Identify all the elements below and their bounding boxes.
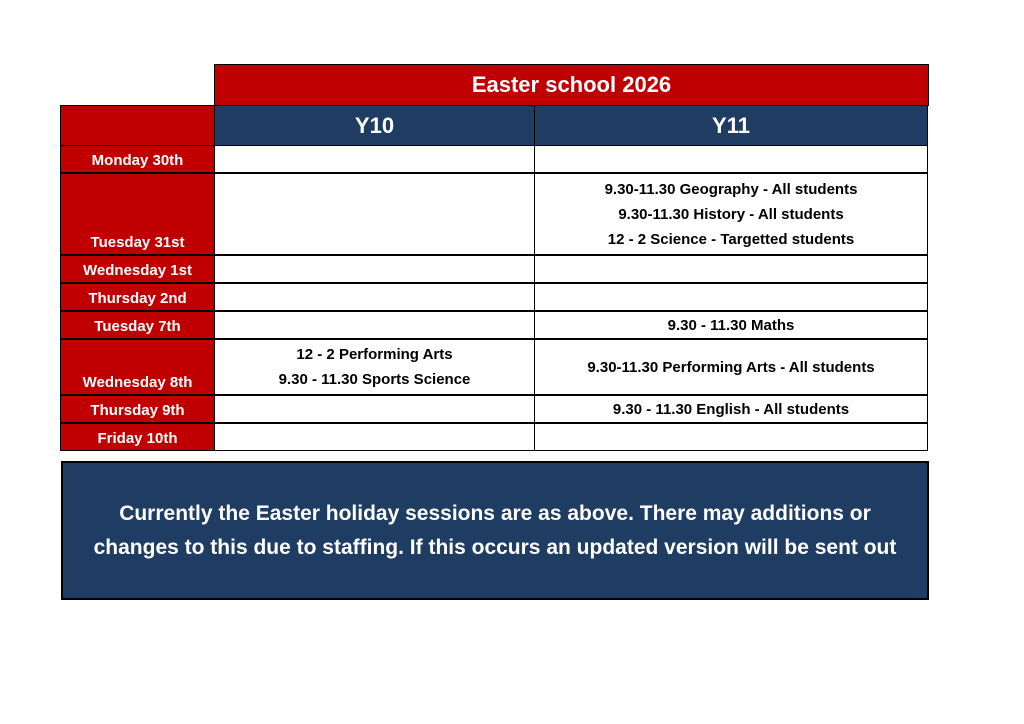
y11-cell — [534, 255, 928, 283]
session-text: 9.30-11.30 History - All students — [618, 205, 844, 223]
y10-cell — [214, 173, 535, 255]
table-row — [61, 256, 929, 284]
y10-cell — [214, 255, 535, 283]
y11-cell — [534, 283, 928, 311]
table-row — [61, 174, 929, 256]
y11-cell — [534, 311, 928, 339]
timetable-title: Easter school 2026 — [214, 64, 929, 106]
blank-corner — [60, 64, 215, 106]
year-header-row — [61, 106, 929, 146]
y10-cell — [214, 283, 535, 311]
y11-cell — [534, 173, 928, 255]
y10-cell — [214, 145, 535, 173]
y10-header: Y10 — [214, 105, 535, 146]
day-label: Thursday 2nd — [60, 283, 215, 311]
day-label: Wednesday 8th — [60, 339, 215, 395]
y10-cell — [214, 311, 535, 339]
session-text: 9.30 - 11.30 English - All students — [612, 400, 850, 418]
table-row — [61, 312, 929, 340]
session-text: 9.30-11.30 Geography - All students — [604, 180, 858, 198]
table-row — [61, 340, 929, 396]
session-text: 12 - 2 Science - Targetted students — [607, 230, 855, 248]
day-label: Tuesday 31st — [60, 173, 215, 255]
day-label: Wednesday 1st — [60, 255, 215, 283]
y11-cell — [534, 339, 928, 395]
y11-header: Y11 — [534, 105, 928, 146]
table-row — [61, 284, 929, 312]
day-label: Friday 10th — [60, 423, 215, 451]
timetable — [61, 65, 929, 452]
y10-cell — [214, 423, 535, 451]
y10-cell — [214, 339, 535, 395]
day-header-cell — [60, 105, 215, 146]
notice-box — [61, 461, 929, 600]
session-text: 12 - 2 Performing Arts — [296, 346, 453, 363]
y11-cell — [534, 145, 928, 173]
day-label: Tuesday 7th — [60, 311, 215, 339]
y11-cell — [534, 423, 928, 451]
y11-cell — [534, 395, 928, 423]
notice-text: Currently the Easter holiday sessions are as above. There may additions or changes to this due to staffing. If this occurs an updated version will be sent out — [93, 501, 897, 559]
table-row — [61, 146, 929, 174]
session-text: 9.30 - 11.30 Maths — [667, 316, 795, 334]
day-label: Thursday 9th — [60, 395, 215, 423]
table-row — [61, 396, 929, 424]
session-text: 9.30 - 11.30 Sports Science — [278, 371, 471, 388]
table-row — [61, 424, 929, 452]
title-row — [61, 65, 929, 106]
session-text: 9.30-11.30 Performing Arts - All students — [587, 358, 875, 376]
y10-cell — [214, 395, 535, 423]
day-label: Monday 30th — [60, 145, 215, 173]
